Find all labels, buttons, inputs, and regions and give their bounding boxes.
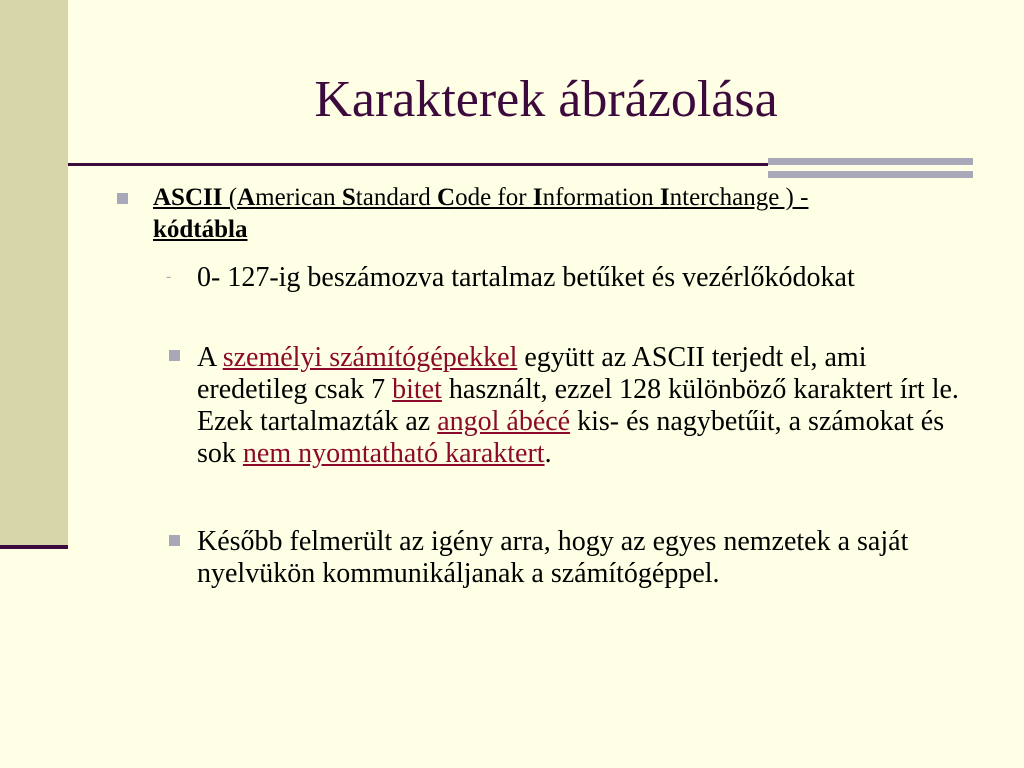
- initial-letter: I: [532, 184, 543, 211]
- link-nem-nyomtathato-karakter[interactable]: nem nyomtatható karaktert: [242, 438, 545, 469]
- text-fragment: .: [544, 438, 552, 469]
- text-fragment: nformation: [542, 184, 660, 211]
- square-bullet-icon: [169, 350, 180, 361]
- square-bullet-icon: [117, 193, 128, 204]
- text-fragment: nterchange ) -: [669, 184, 809, 211]
- text-fragment: együtt az ASCII terjedt el, ami eredetileg csak 7: [197, 342, 867, 405]
- initial-letter: I: [659, 184, 670, 211]
- initial-letter: C: [437, 184, 456, 211]
- dash-bullet-icon: -: [166, 268, 172, 285]
- bullet-ascii: [153, 182, 873, 246]
- decorative-bar-bottom: [768, 171, 973, 178]
- sub-bullet-range: 0- 127-ig beszámozva tartalmaz betűket és vezérlőkódokat: [197, 262, 855, 293]
- slide-title: Karakterek ábrázolása: [314, 71, 778, 128]
- decorative-bar-top: [768, 158, 973, 165]
- text-fragment: ode for: [455, 184, 533, 211]
- kodtabla-label: kódtábla: [153, 216, 248, 243]
- text-fragment: (: [222, 184, 238, 211]
- sub-bullet-later: Később felmerült az igény arra, hogy az egyes nemzetek a saját nyelvükön kommunikáljanak a számítógéppel.: [197, 526, 909, 589]
- initial-letter: S: [341, 184, 356, 211]
- square-bullet-icon: [169, 535, 180, 546]
- text-fragment: A: [197, 342, 223, 373]
- text-fragment: kis- és nagybetűit, a számokat és sok: [197, 406, 945, 469]
- text-fragment: használt, ezzel 128 különböző karaktert írt le. Ezek tartalmazták az: [197, 374, 959, 437]
- text-fragment: merican: [255, 184, 342, 211]
- link-angol-abece[interactable]: angol ábécé: [437, 406, 571, 437]
- text-fragment: tandard: [355, 184, 438, 211]
- left-decorative-band: [0, 0, 68, 545]
- title-divider: [68, 163, 768, 166]
- initial-letter: A: [237, 184, 256, 211]
- link-bit[interactable]: bitet: [392, 374, 442, 405]
- ascii-label: ASCII: [153, 184, 223, 211]
- sub-bullet-history: [197, 342, 977, 470]
- left-band-underline: [0, 545, 68, 549]
- link-szemelyi-szamitogepek[interactable]: személyi számítógépekkel: [222, 342, 518, 373]
